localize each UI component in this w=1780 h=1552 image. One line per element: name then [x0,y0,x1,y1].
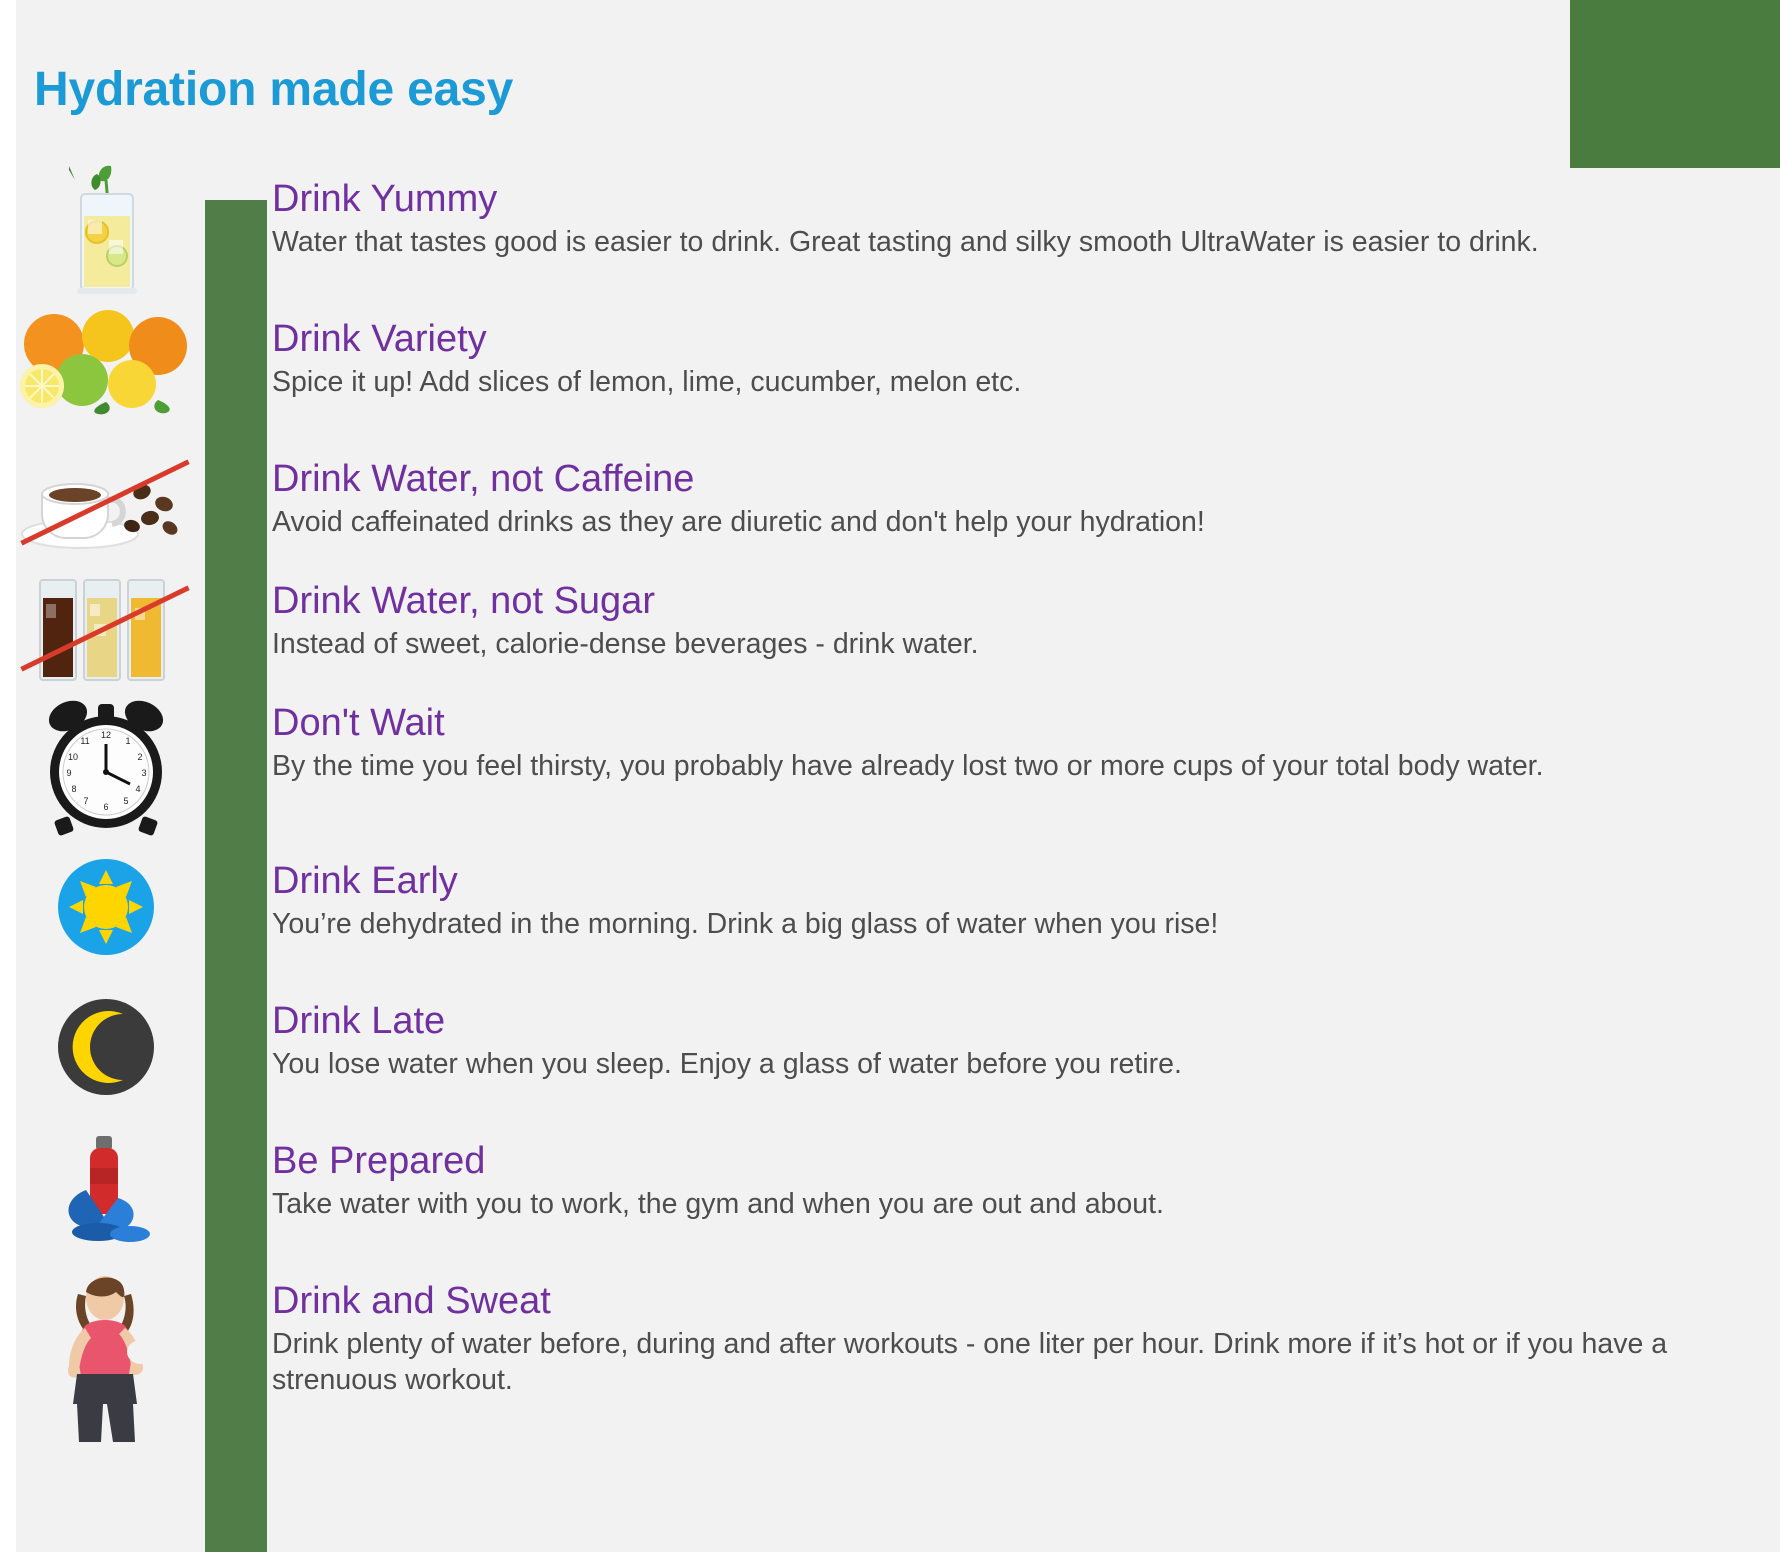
alarm-clock-icon [18,690,193,845]
lemonade-glass-icon [18,160,193,301]
svg-text:12: 12 [100,730,111,740]
tip-body: Water that tastes good is easier to drink. Great tasting and silky smooth UltraWater is easier to drink. [272,225,1539,258]
tip-texts [272,180,1692,260]
green-corner-block [1570,0,1780,168]
tip-texts [272,460,1692,540]
svg-text:10: 10 [67,752,78,762]
tip-heading: Drink Water, not Caffeine [272,458,695,500]
tip-texts [272,862,1692,942]
tip-body: You’re dehydrated in the morning. Drink a big glass of water when you rise! [272,907,1219,940]
tip-heading: Drink and Sweat [272,1280,551,1322]
page-title: Hydration made easy [34,63,514,116]
svg-text:8: 8 [70,784,77,794]
left-white-margin [0,0,16,1552]
svg-text:1: 1 [124,736,131,746]
citrus-fruits-icon [18,302,193,423]
svg-text:6: 6 [102,802,109,812]
tip-heading: Drink Water, not Sugar [272,580,655,622]
water-bottle-icon [18,1128,193,1253]
svg-text:2: 2 [136,752,143,762]
svg-text:11: 11 [79,736,90,746]
svg-text:4: 4 [134,784,141,794]
tip-body: Instead of sweet, calorie-dense beverages - drink water. [272,627,979,660]
tip-texts [272,1282,1692,1399]
svg-text:3: 3 [140,768,147,778]
tip-body: Drink plenty of water before, during and after workouts - one liter per hour. Drink more if it’s hot or if you have a strenuous workout. [272,1327,1668,1397]
tip-heading: Drink Yummy [272,178,498,220]
svg-text:7: 7 [82,796,89,806]
tip-texts [272,320,1692,400]
tip-body: You lose water when you sleep. Enjoy a glass of water before you retire. [272,1047,1182,1080]
green-accent-bar [205,200,267,1552]
tip-body: Take water with you to work, the gym and when you are out and about. [272,1187,1164,1220]
tip-texts [272,1002,1692,1082]
tip-body: Avoid caffeinated drinks as they are diuretic and don't help your hydration! [272,505,1205,538]
tip-body: By the time you feel thirsty, you probably have already lost two or more cups of your total body water. [272,749,1544,782]
tip-heading: Be Prepared [272,1140,486,1182]
soda-glasses-crossed-out-icon [18,564,193,699]
tip-body: Spice it up! Add slices of lemon, lime, cucumber, melon etc. [272,365,1022,398]
sun-icon [18,852,193,967]
woman-exercising-icon [18,1268,193,1449]
moon-icon [18,992,193,1107]
tip-heading: Drink Early [272,860,458,902]
tip-heading: Drink Variety [272,318,487,360]
tip-heading: Drink Late [272,1000,446,1042]
tip-texts [272,1142,1692,1222]
coffee-cup-crossed-out-icon [18,440,193,565]
tip-texts [272,582,1692,662]
svg-text:5: 5 [122,796,129,806]
svg-text:9: 9 [65,768,72,778]
tip-texts [272,704,1692,784]
tip-heading: Don't Wait [272,702,445,744]
